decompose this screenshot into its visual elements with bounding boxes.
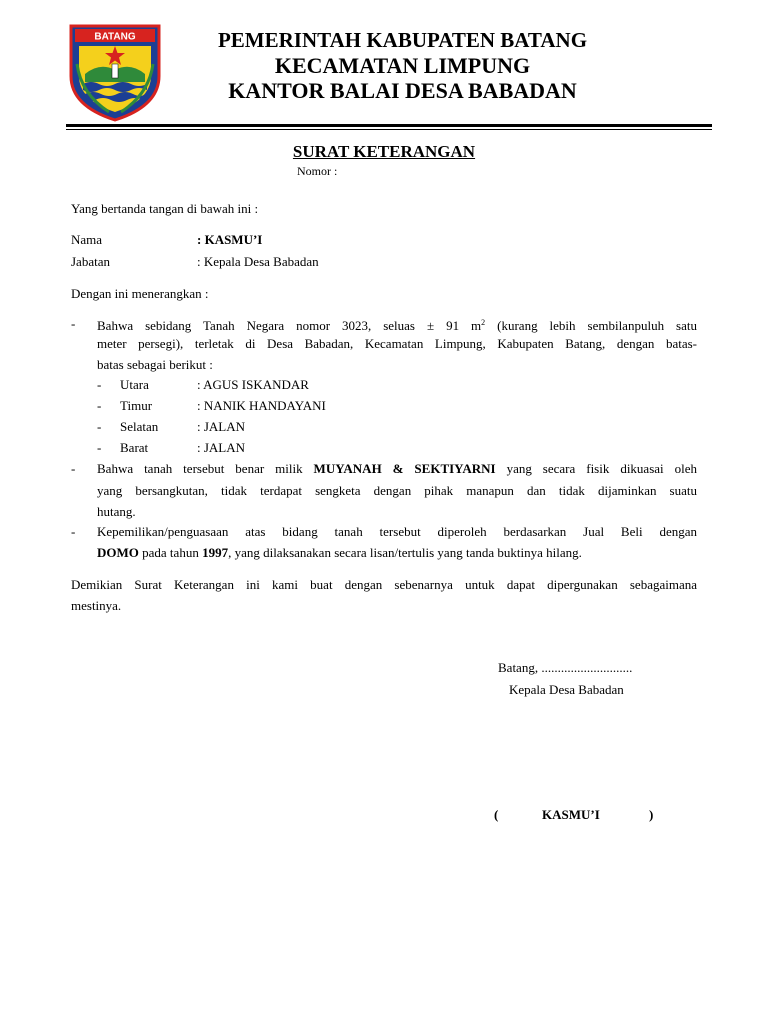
point1-line2: meter persegi), terletak di Desa Babadan, Kecamatan Limpung, Kabupaten Batang, dengan batas-: [97, 336, 697, 351]
border-direction-west: Barat: [120, 440, 149, 455]
bullet: -: [71, 524, 76, 539]
letter-number: Nomor :: [297, 164, 338, 178]
header-divider-thin: [66, 129, 712, 130]
bullet: -: [97, 419, 102, 434]
border-value-east: : NANIK HANDAYANI: [197, 398, 326, 413]
field-label-position: Jabatan: [71, 254, 110, 269]
bullet: -: [97, 398, 102, 413]
declaration-text: Dengan ini menerangkan :: [71, 286, 209, 301]
point3-line2: DOMO pada tahun 1997, yang dilaksanakan secara lisan/tertulis yang tanda buktinya hilang.: [97, 545, 582, 560]
batang-coat-of-arms-logo: [67, 24, 163, 122]
field-value-position: : Kepala Desa Babadan: [197, 254, 319, 269]
border-direction-east: Timur: [120, 398, 153, 413]
point2-line3: hutang.: [97, 504, 136, 519]
bullet: -: [97, 440, 102, 455]
point1-line3: batas sebagai berikut :: [97, 357, 213, 372]
closing-line1: Demikian Surat Keterangan ini kami buat dengan sebenarnya untuk dapat dipergunakan sebagaimana: [71, 577, 697, 592]
border-direction-north: Utara: [120, 377, 149, 392]
point3-line1: Kepemilikan/penguasaan atas bidang tanah tersebut diperoleh berdasarkan Jual Beli dengan: [97, 524, 697, 539]
signature-open-paren: (: [494, 807, 499, 822]
logo-text: BATANG: [94, 31, 136, 43]
header-government: PEMERINTAH KABUPATEN BATANG: [217, 28, 588, 52]
border-value-west: : JALAN: [197, 440, 246, 455]
bullet: -: [71, 461, 76, 476]
signature-close-paren: ): [649, 807, 654, 822]
border-value-north: : AGUS ISKANDAR: [197, 377, 309, 392]
bullet: -: [97, 377, 102, 392]
header-divider-thick: [66, 124, 712, 127]
intro-text: Yang bertanda tangan di bawah ini :: [71, 201, 259, 216]
signature-place-date: Batang, ............................: [498, 660, 633, 675]
field-label-name: Nama: [71, 232, 103, 247]
header-district: KECAMATAN LIMPUNG: [274, 53, 531, 78]
border-direction-south: Selatan: [120, 419, 159, 434]
point2-line1: Bahwa tanah tersebut benar milik MUYANAH & SEKTIYARNI yang secara fisik dikuasai oleh: [97, 461, 697, 476]
field-value-name: : KASMU’I: [197, 232, 263, 247]
closing-line2: mestinya.: [71, 598, 122, 613]
point2-line2: yang bersangkutan, tidak terdapat sengketa dengan pihak manapun dan tidak dijaminkan suatu: [97, 483, 697, 498]
bullet: -: [71, 316, 76, 331]
signature-name: KASMU’I: [542, 807, 600, 822]
signature-position: Kepala Desa Babadan: [509, 682, 624, 697]
letter-title: SURAT KETERANGAN: [292, 142, 476, 161]
header-village-office: KANTOR BALAI DESA BABADAN: [228, 78, 577, 103]
point1-line1: Bahwa sebidang Tanah Negara nomor 3023, seluas ± 91 $m^2$ (kurang lebih sembilanpuluh satu: [97, 318, 697, 333]
border-value-south: : JALAN: [197, 419, 246, 434]
